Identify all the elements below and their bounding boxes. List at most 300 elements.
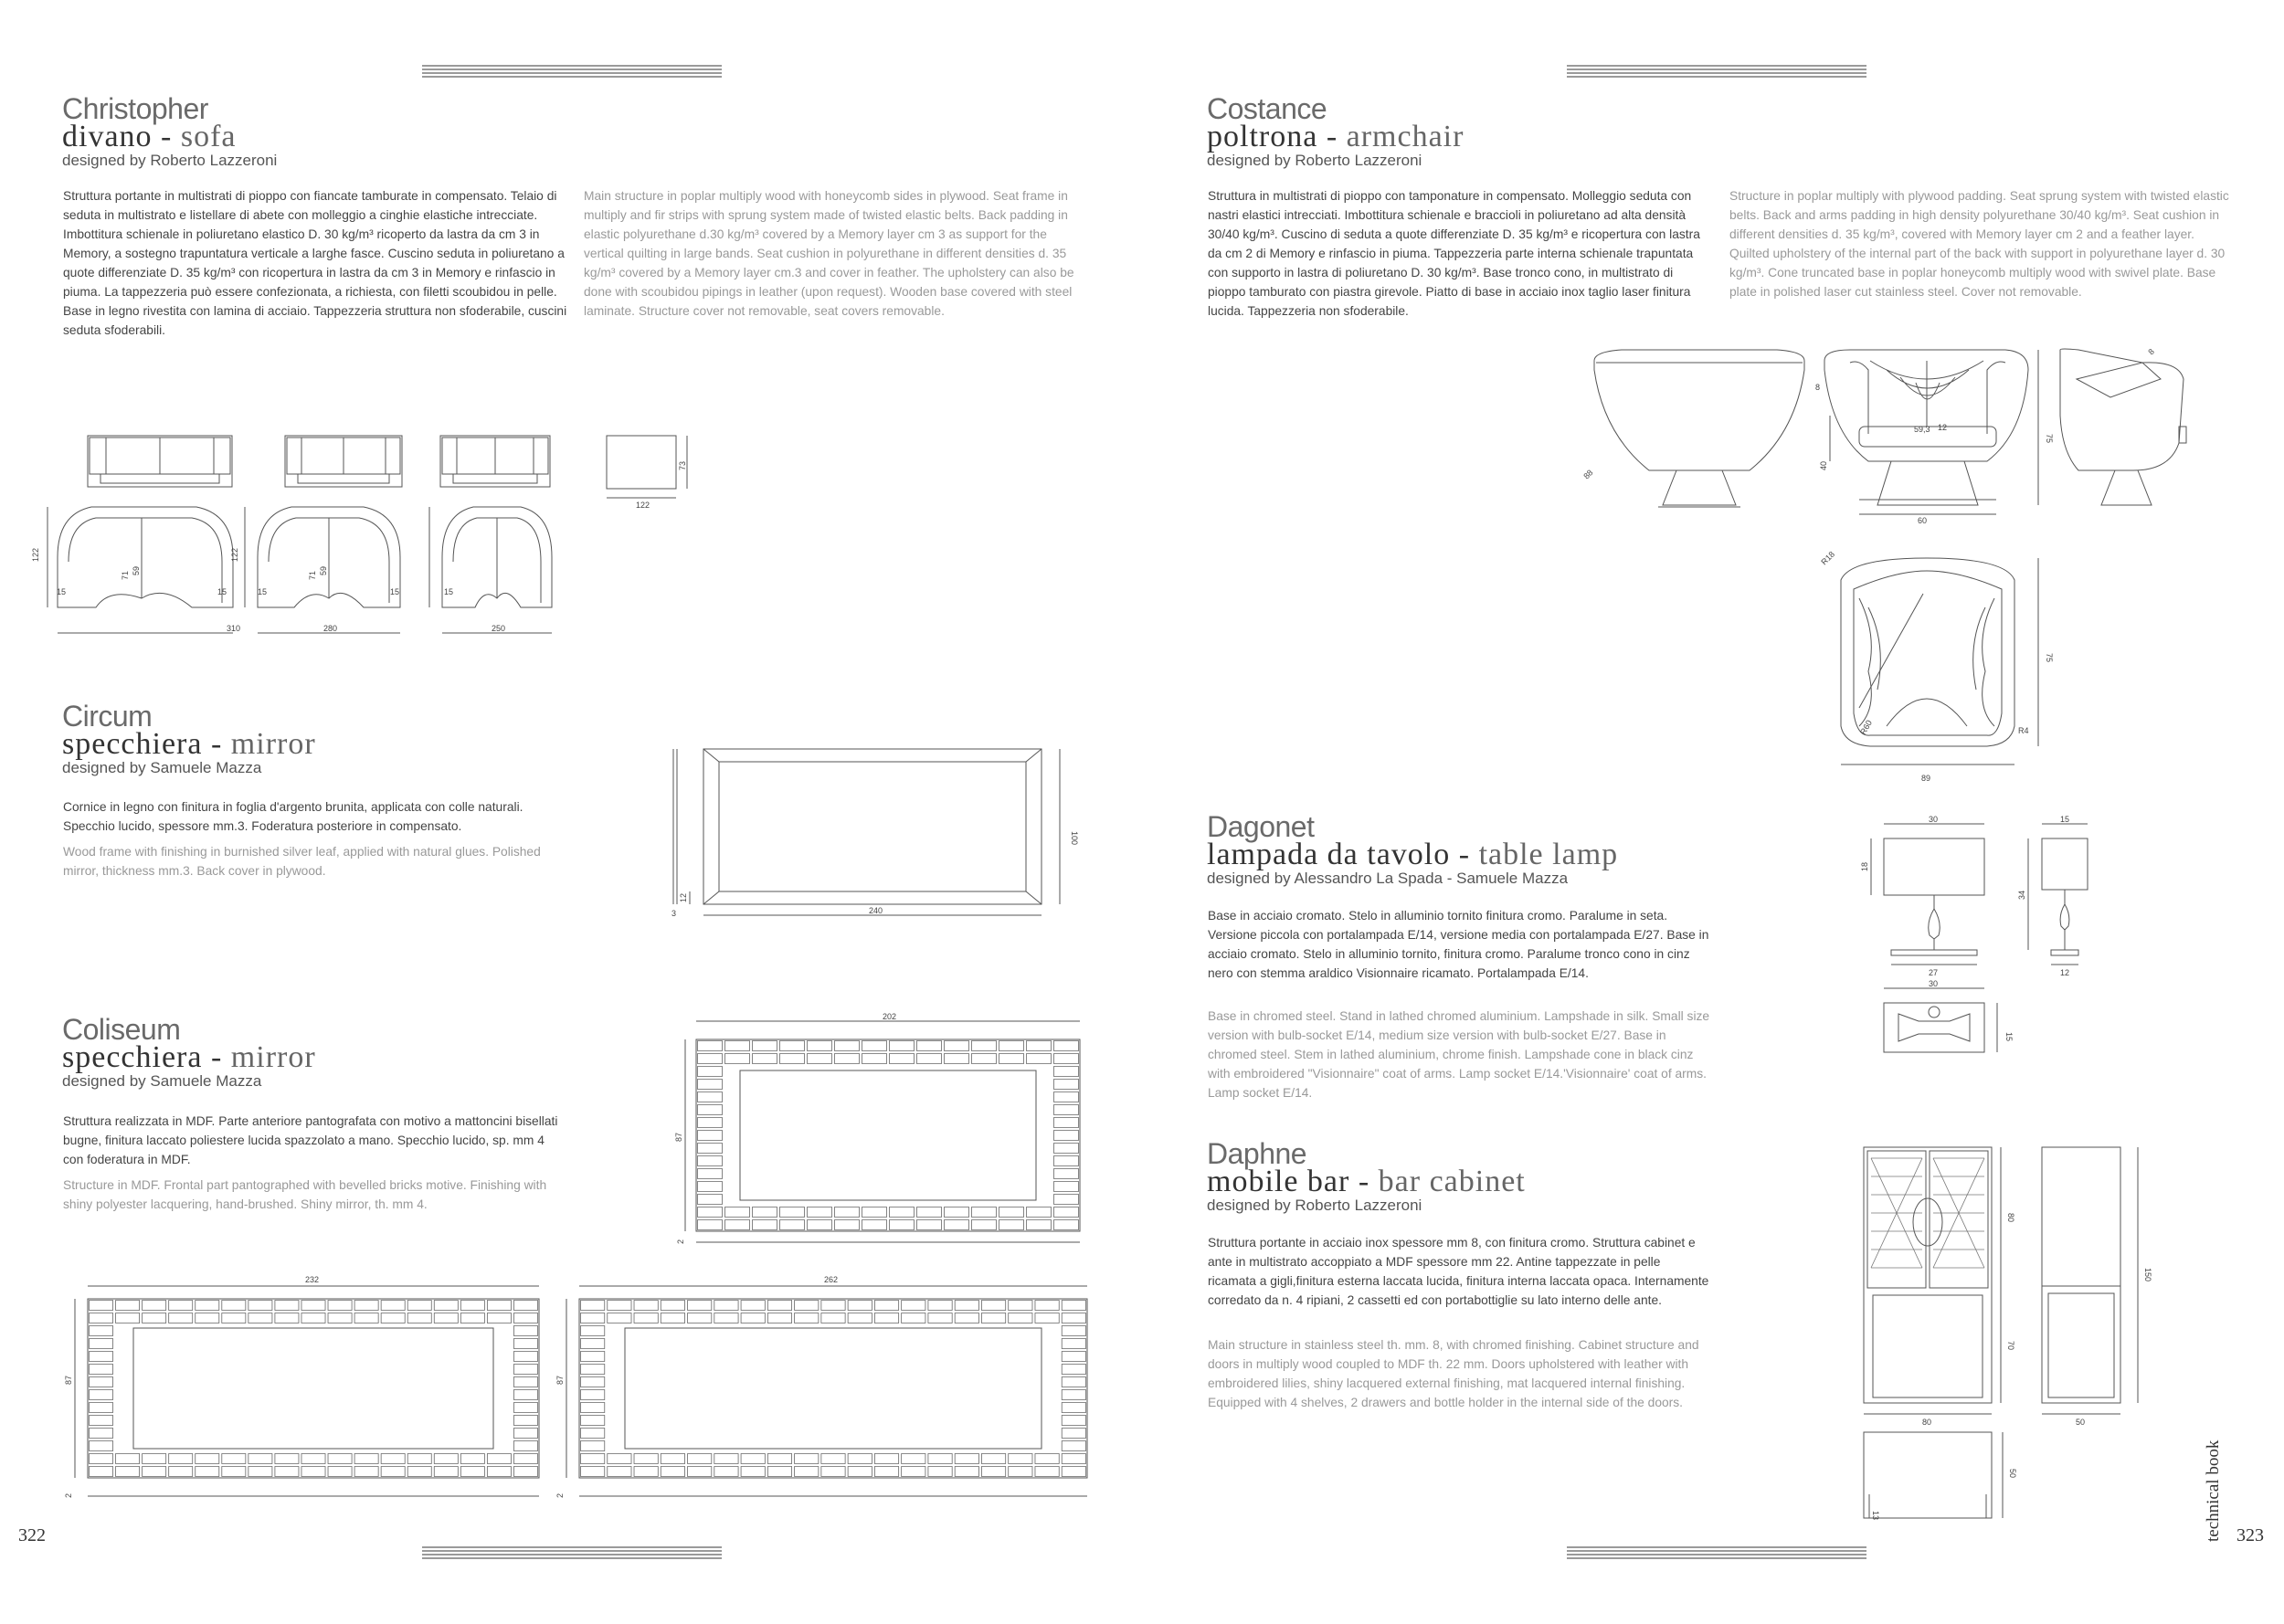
brick <box>301 1313 325 1323</box>
brick <box>222 1454 246 1464</box>
dimension-label: 122 <box>31 547 40 562</box>
brick <box>487 1467 511 1477</box>
brick <box>999 1207 1024 1218</box>
brick <box>513 1352 537 1362</box>
brick <box>848 1313 872 1323</box>
brick <box>1009 1467 1032 1477</box>
brick <box>835 1054 860 1064</box>
brick <box>821 1313 845 1323</box>
brick <box>890 1220 915 1230</box>
brick <box>222 1301 246 1311</box>
brick <box>513 1301 537 1311</box>
brick <box>328 1454 352 1464</box>
brick <box>714 1301 738 1311</box>
brick <box>513 1441 537 1451</box>
brick <box>955 1467 978 1477</box>
dimension-label: 27 <box>1929 968 1939 977</box>
brick <box>196 1313 219 1323</box>
dimension-label: 60 <box>1918 516 1928 525</box>
brick <box>460 1313 484 1323</box>
brick <box>301 1301 325 1311</box>
brick <box>90 1390 113 1400</box>
brick <box>808 1041 832 1051</box>
brick <box>381 1301 405 1311</box>
brick <box>407 1301 431 1311</box>
brick <box>1054 1131 1079 1141</box>
brick <box>698 1041 723 1051</box>
brick <box>725 1220 750 1230</box>
brick <box>581 1454 605 1464</box>
brick <box>981 1454 1005 1464</box>
brick <box>848 1467 872 1477</box>
dimension-label: 122 <box>230 547 239 562</box>
brick <box>90 1467 113 1477</box>
dimension-label: 30 <box>1929 815 1939 824</box>
product-type: divano - sofa <box>62 120 237 153</box>
brick <box>1062 1441 1085 1451</box>
brick <box>513 1467 537 1477</box>
brick <box>143 1454 166 1464</box>
product-type: mobile bar - bar cabinet <box>1207 1165 1526 1198</box>
brick <box>808 1054 832 1064</box>
dimension-label: 8 <box>2146 346 2156 357</box>
brick <box>275 1313 299 1323</box>
brick <box>1035 1454 1059 1464</box>
dimension-label: 30 <box>1929 979 1939 988</box>
brick <box>116 1467 140 1477</box>
brick <box>608 1467 631 1477</box>
brick <box>1062 1403 1085 1413</box>
brick <box>1054 1067 1079 1077</box>
brick <box>513 1416 537 1426</box>
christopher-text-en: Main structure in poplar multiply wood with honeycomb sides in plywood. Seat frame in multiply and fir strips with sprung system made of twisted elastic belts. Back padding in elastic polyurethane d.30 kg/m³ covered by a Memory layer cm 3 as support for the vertical quilting in large bands. Seat cushion in polyurethane in different densities d. 35 kg/m³ covered by a Memory layer cm.3 and cover in feather. The upholstery can also be done with scoubidou pipings in leather (upon request). Wooden base covered with steel laminate. Structure cover not removable, seat covers removable. <box>584 189 1074 318</box>
brick <box>222 1467 246 1477</box>
daphne-title <box>1207 1137 1526 1215</box>
brick <box>698 1054 723 1064</box>
brick <box>945 1041 969 1051</box>
brick <box>90 1403 113 1413</box>
dimension-label: 240 <box>869 906 883 915</box>
dimension-label: 202 <box>883 1012 897 1021</box>
brick <box>698 1080 723 1090</box>
brick <box>116 1454 140 1464</box>
dimension-label: 232 <box>305 1275 320 1284</box>
brick <box>1027 1054 1052 1064</box>
brick <box>354 1301 378 1311</box>
dimension-label: 13 <box>1871 1511 1880 1521</box>
circum-technical-drawing <box>662 740 1092 923</box>
brick <box>928 1313 952 1323</box>
brick <box>407 1454 431 1464</box>
product-type: lampada da tavolo - table lamp <box>1207 838 1619 871</box>
dimension-label: 310 <box>227 624 241 633</box>
brick <box>1062 1313 1085 1323</box>
dimension-label: 34 <box>2017 890 2026 900</box>
brick <box>1062 1429 1085 1439</box>
brick <box>753 1054 777 1064</box>
dimension-label: 2 <box>676 1239 685 1244</box>
brick <box>1062 1326 1085 1336</box>
brick <box>634 1467 658 1477</box>
brick <box>169 1454 193 1464</box>
dimension-label: 15 <box>390 587 400 596</box>
dimension-label: 3 <box>671 909 677 918</box>
dimension-label: 8 <box>1815 383 1821 392</box>
brick <box>874 1313 898 1323</box>
brick <box>434 1454 458 1464</box>
dimension-label: 59,3 <box>1914 425 1930 434</box>
product-designer: designed by Alessandro La Spada - Samuele Mazza <box>1207 870 1569 887</box>
brick <box>581 1313 605 1323</box>
brick <box>460 1454 484 1464</box>
coliseum-drawing-262 <box>554 1271 1093 1509</box>
daphne-text-en: Main structure in stainless steel th. mm. 8, with chromed finishing. Cabinet structure and doors in multiply wood coupled to MDF th. 22 mm. Doors upholstered with leather with embroidered lilies, shiny lacquered external finishing, mat lacquered internal finishing. Equipped with 4 shelves, 2 drawers and bottle holder in the internal side of the doors. <box>1208 1338 1699 1409</box>
dimension-label: 87 <box>64 1375 73 1385</box>
coliseum-text-it: Struttura realizzata in MDF. Parte anteriore pantografata con motivo a mattoncini bisellati bugne, finitura laccato poliestere lucida spazzolato a mano. Specchio lucido, sp. mm 4 con foderatura in MDF. <box>63 1114 558 1166</box>
brick <box>955 1301 978 1311</box>
brick <box>248 1467 272 1477</box>
product-name: Coliseum <box>62 1013 181 1046</box>
page-number-right: 323 <box>2236 1525 2264 1545</box>
brick <box>780 1041 805 1051</box>
brick <box>741 1467 765 1477</box>
page-number-left: 322 <box>18 1525 46 1545</box>
dimension-label: 59 <box>319 565 328 575</box>
product-designer: designed by Samuele Mazza <box>62 759 262 776</box>
brick <box>661 1313 684 1323</box>
brick <box>513 1377 537 1387</box>
brick <box>714 1467 738 1477</box>
brick <box>90 1416 113 1426</box>
brick <box>275 1454 299 1464</box>
brick <box>972 1207 997 1218</box>
brick <box>741 1313 765 1323</box>
brick <box>1062 1416 1085 1426</box>
brick <box>1027 1041 1052 1051</box>
brick <box>248 1301 272 1311</box>
brick <box>945 1054 969 1064</box>
brick <box>714 1454 738 1464</box>
brick <box>608 1313 631 1323</box>
brick <box>945 1220 969 1230</box>
brick <box>1009 1301 1032 1311</box>
daphne-technical-drawing <box>1855 1140 2156 1524</box>
dimension-label: 150 <box>2143 1268 2152 1282</box>
brick <box>581 1416 605 1426</box>
product-name: Christopher <box>62 92 208 125</box>
product-name: Dagonet <box>1207 810 1315 843</box>
dimension-label: 250 <box>492 624 506 633</box>
brick <box>890 1054 915 1064</box>
dimension-label: 2 <box>64 1492 73 1498</box>
brick <box>862 1207 887 1218</box>
dimension-label: 75 <box>2045 434 2054 444</box>
brick <box>90 1429 113 1439</box>
dimension-label: 89 <box>1921 774 1931 783</box>
brick <box>381 1467 405 1477</box>
brick <box>487 1313 511 1323</box>
brick <box>917 1054 942 1064</box>
brick <box>434 1301 458 1311</box>
brick <box>513 1403 537 1413</box>
brick <box>835 1041 860 1051</box>
brick <box>513 1454 537 1464</box>
brick <box>698 1207 723 1218</box>
dimension-label: 100 <box>1070 831 1079 846</box>
brick <box>434 1313 458 1323</box>
brick <box>248 1454 272 1464</box>
brick <box>169 1301 193 1311</box>
brick <box>688 1313 712 1323</box>
brick <box>1062 1454 1085 1464</box>
dimension-label: 80 <box>2006 1213 2015 1223</box>
brick <box>407 1467 431 1477</box>
brick <box>1027 1220 1052 1230</box>
brick <box>434 1467 458 1477</box>
brick <box>1062 1301 1085 1311</box>
product-name: Costance <box>1207 92 1327 125</box>
brick <box>1054 1054 1079 1064</box>
brick <box>381 1454 405 1464</box>
brick <box>328 1467 352 1477</box>
dimension-label: 15 <box>57 587 67 596</box>
brick <box>661 1467 684 1477</box>
brick <box>1054 1195 1079 1205</box>
brick <box>917 1041 942 1051</box>
brick <box>1035 1301 1059 1311</box>
brick <box>116 1313 140 1323</box>
brick <box>1054 1169 1079 1179</box>
circum-text-it: Cornice in legno con finitura in foglia d'argento brunita, applicata con colle naturali. Specchio lucido, spessore mm.3. Foderatura posteriore in compensato. <box>63 800 523 833</box>
dimension-label: 88 <box>1581 468 1595 481</box>
costance-text-it: Struttura in multistrati di pioppo con tamponature in compensato. Molleggio seduta con nastri elastici intrecciati. Imbottitura schienale e braccioli in poliuretano ad alta densità 30/40 kg/m³. Cuscino di seduta a quote differenziate D. 35 kg/m³ e ricopertura con lastra da cm 2 di Memory e rinfascio in piuma. Tappezzeria parte interna schienale trapuntata con supporto in lastra di poliuretano D. 30 kg/m³. Base tronco cono, in multistrato di pioppo tamburato con piastra girevole. Piatto di base in acciaio inox taglio laser finitura lucida. Tappezzeria non sfoderabile. <box>1208 189 1700 318</box>
dimension-label: 15 <box>2060 815 2070 824</box>
brick <box>1027 1207 1052 1218</box>
dimension-label: 59 <box>132 565 141 575</box>
brick <box>902 1454 925 1464</box>
product-designer: designed by Roberto Lazzeroni <box>1207 1197 1422 1214</box>
brick <box>275 1467 299 1477</box>
brick <box>1054 1092 1079 1102</box>
brick <box>999 1041 1024 1051</box>
brick <box>487 1454 511 1464</box>
dimension-label: 2 <box>555 1492 565 1498</box>
brick <box>999 1054 1024 1064</box>
brick <box>688 1454 712 1464</box>
product-designer: designed by Samuele Mazza <box>62 1072 262 1090</box>
dimension-label: 80 <box>1922 1418 1932 1427</box>
brick <box>581 1390 605 1400</box>
dimension-label: 12 <box>679 892 688 902</box>
dimension-label: 122 <box>636 501 650 510</box>
brick <box>460 1301 484 1311</box>
brick <box>981 1313 1005 1323</box>
brick <box>874 1301 898 1311</box>
brick <box>581 1326 605 1336</box>
brick <box>890 1041 915 1051</box>
brick <box>917 1207 942 1218</box>
brick <box>835 1207 860 1218</box>
brick <box>608 1454 631 1464</box>
brick <box>248 1313 272 1323</box>
brick <box>196 1467 219 1477</box>
costance-title <box>1207 92 1465 170</box>
brick <box>301 1467 325 1477</box>
coliseum-drawing-202 <box>676 1014 1092 1242</box>
dimension-label: R60 <box>1858 718 1874 736</box>
brick <box>1054 1105 1079 1115</box>
brick <box>460 1467 484 1477</box>
dimension-label: R4 <box>2018 726 2029 735</box>
brick <box>821 1467 845 1477</box>
brick <box>90 1301 113 1311</box>
product-designer: designed by Roberto Lazzeroni <box>1207 152 1422 169</box>
brick <box>688 1467 712 1477</box>
brick <box>143 1313 166 1323</box>
brick <box>767 1313 791 1323</box>
footer-rule-left <box>422 1546 722 1559</box>
brick <box>725 1054 750 1064</box>
brick <box>917 1220 942 1230</box>
brick <box>634 1454 658 1464</box>
brick <box>928 1301 952 1311</box>
brick <box>1054 1207 1079 1218</box>
daphne-text-it: Struttura portante in acciaio inox spessore mm 8, con finitura cromo. Struttura cabinet e ante in multistrato accoppiato a MDF spessore mm 22. Antine tappezzate in pelle ricamata a gigli,finitura esterna laccata lucida, finitura interna laccata opaca. Internamente corredato da n. 4 ripiani, 2 cassetti ed con portabottiglie su lato interno delle ante. <box>1208 1236 1709 1307</box>
brick <box>725 1207 750 1218</box>
brick <box>513 1313 537 1323</box>
costance-technical-drawing <box>1581 343 2243 790</box>
brick <box>275 1301 299 1311</box>
brick <box>1062 1390 1085 1400</box>
brick <box>972 1220 997 1230</box>
dagonet-technical-drawing <box>1845 813 2120 1078</box>
coliseum-drawing-232 <box>62 1271 546 1509</box>
brick <box>487 1301 511 1311</box>
brick <box>780 1220 805 1230</box>
brick <box>767 1454 791 1464</box>
brick <box>581 1441 605 1451</box>
dimension-label: 40 <box>1819 460 1828 470</box>
brick <box>698 1105 723 1115</box>
product-type: specchiera - mirror <box>62 1040 316 1074</box>
brick <box>890 1207 915 1218</box>
dimension-label: 15 <box>2004 1032 2014 1042</box>
dimension-label: 87 <box>555 1375 565 1385</box>
brick <box>862 1054 887 1064</box>
brick <box>581 1352 605 1362</box>
brick <box>999 1220 1024 1230</box>
brick <box>955 1313 978 1323</box>
brick <box>513 1429 537 1439</box>
dimension-label: 18 <box>1860 861 1869 871</box>
brick <box>688 1301 712 1311</box>
dimension-label: 15 <box>258 587 268 596</box>
brick <box>874 1454 898 1464</box>
brick <box>222 1313 246 1323</box>
brick <box>513 1339 537 1349</box>
brick <box>1054 1118 1079 1128</box>
dimension-label: 50 <box>2008 1469 2017 1479</box>
brick <box>945 1207 969 1218</box>
brick <box>698 1067 723 1077</box>
header-rule-right <box>1567 65 1866 78</box>
brick <box>981 1467 1005 1477</box>
brick <box>972 1054 997 1064</box>
dagonet-title <box>1207 810 1619 888</box>
costance-text-en: Structure in poplar multiply with plywood padding. Seat sprung system with twisted elastic belts. Back and arms padding in high density polyurethane 30/40 kg/m³. Seat cushion in different densities d. 35 kg/m³, covered with Memory layer cm 2 and a feather layer. Quilted upholstery of the internal part of the back with support in polyurethane layer d. 30 kg/m³. Cone truncated base in poplar honeycomb multiply wood with swivel plate. Base plate in polished laser cut stainless steel. Cover not removable. <box>1729 189 2229 299</box>
brick <box>698 1182 723 1192</box>
brick <box>698 1195 723 1205</box>
dimension-label: 15 <box>217 587 227 596</box>
brick <box>381 1313 405 1323</box>
brick <box>862 1220 887 1230</box>
brick <box>354 1454 378 1464</box>
brick <box>354 1313 378 1323</box>
header-rule-left <box>422 65 722 78</box>
brick <box>795 1467 819 1477</box>
dimension-label: 15 <box>444 587 454 596</box>
brick <box>698 1169 723 1179</box>
brick <box>608 1301 631 1311</box>
brick <box>513 1365 537 1375</box>
christopher-title <box>62 92 278 170</box>
footer-rule-right <box>1567 1546 1866 1559</box>
brick <box>780 1207 805 1218</box>
christopher-text-it: Struttura portante in multistrati di pioppo con fiancate tamburate in compensato. Telaio di seduta in multistrato e listellare di abete con molleggio a cinghie elastiche intrecciate. Imbottitura schienale in poliuretano elastico D. 30 kg/m³ ricoperto da lastra da cm 3 in Memory, a sostegno trapuntatura verticale a larghe fasce. Cuscino seduta in poliuretano a quote differenziate D. 35 kg/m³ con ricopertura in lastra da cm 3 in Memory e rinfascio in piuma. La tappezzeria può essere confezionata, a richiesta, con filetti scoubidou in pelle. Base in legno rivestita con lamina di acciaio. Tappezzeria struttura non sfoderabile, cuscini seduta sfoderabili. <box>63 189 567 337</box>
brick <box>808 1220 832 1230</box>
brick <box>581 1339 605 1349</box>
brick <box>698 1118 723 1128</box>
brick <box>1062 1352 1085 1362</box>
brick <box>90 1441 113 1451</box>
technical-book-label: technical book <box>2204 1439 2223 1542</box>
brick <box>634 1301 658 1311</box>
brick <box>634 1313 658 1323</box>
brick <box>116 1301 140 1311</box>
dimension-label: 12 <box>2060 968 2070 977</box>
brick <box>1062 1365 1085 1375</box>
brick <box>902 1313 925 1323</box>
brick <box>725 1041 750 1051</box>
brick <box>1062 1467 1085 1477</box>
brick <box>661 1301 684 1311</box>
brick <box>780 1054 805 1064</box>
brick <box>328 1301 352 1311</box>
brick <box>753 1041 777 1051</box>
brick <box>196 1454 219 1464</box>
brick <box>1009 1454 1032 1464</box>
brick <box>821 1301 845 1311</box>
brick <box>808 1207 832 1218</box>
brick <box>90 1326 113 1336</box>
circum-title <box>62 702 316 777</box>
brick <box>835 1220 860 1230</box>
dimension-label: 87 <box>674 1132 683 1142</box>
brick <box>955 1454 978 1464</box>
brick <box>902 1467 925 1477</box>
brick <box>698 1092 723 1102</box>
brick <box>143 1467 166 1477</box>
brick <box>581 1403 605 1413</box>
circum-text-en: Wood frame with finishing in burnished silver leaf, applied with natural glues. Polished mirror, thickness mm.3. Back cover in plywood. <box>63 845 541 878</box>
brick <box>513 1390 537 1400</box>
brick <box>698 1220 723 1230</box>
brick <box>741 1301 765 1311</box>
brick <box>407 1313 431 1323</box>
brick <box>698 1156 723 1166</box>
brick <box>972 1041 997 1051</box>
brick <box>767 1301 791 1311</box>
